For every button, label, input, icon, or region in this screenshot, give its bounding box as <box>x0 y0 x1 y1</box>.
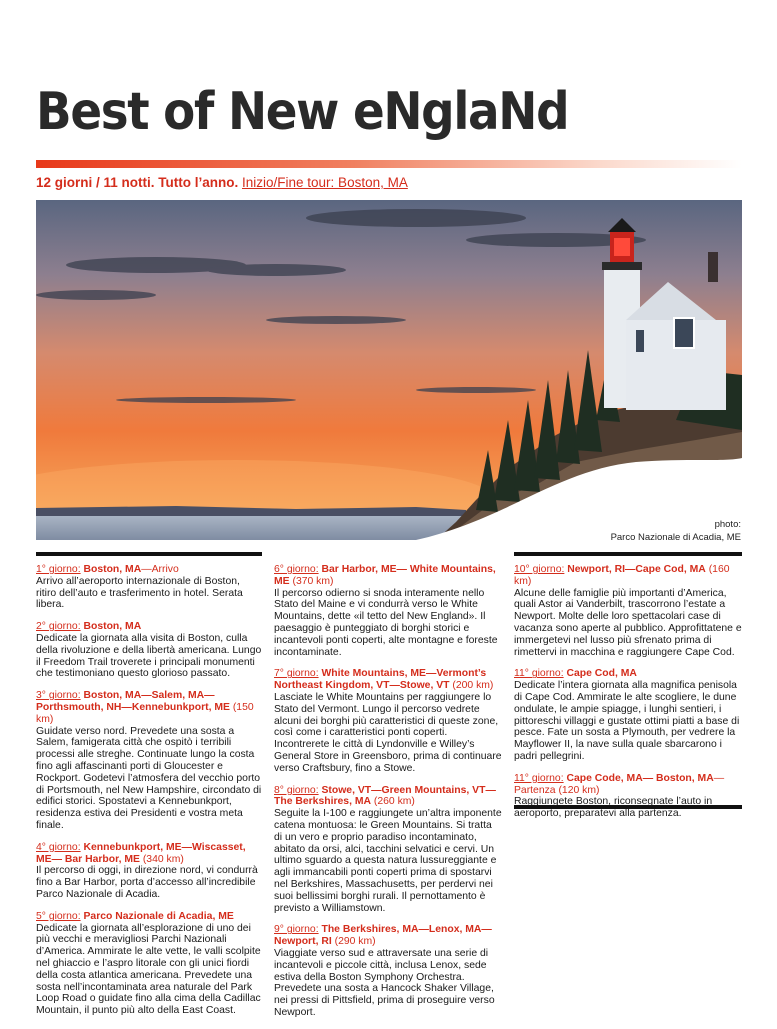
day-heading <box>36 842 262 866</box>
tour-duration: 12 giorni / 11 notti. Tutto l’anno. <box>36 175 239 190</box>
day-heading <box>514 564 742 588</box>
itinerary-day <box>36 690 262 832</box>
day-description: Raggiungete Boston, riconsegnate l’auto in aeroporto, preparatevi alla partenza. <box>514 796 713 820</box>
day-distance: (200 km) <box>449 680 494 692</box>
day-distance: —Arrivo <box>141 564 179 575</box>
day-heading <box>514 773 742 797</box>
day-number: 6° giorno: <box>274 564 319 575</box>
day-description: Alcune delle famiglie più importanti d’America, quali Astor ai Vanderbilt, trascorrono l’estate a Newport. Molte delle loro spettacolari case di vacanza sono aperte al pubblico. Approfittatene e immergetevi nel lusso più sfrenato prima di rimettervi in macchina e raggiungere Cape Cod. <box>514 587 742 658</box>
day-heading <box>36 621 262 633</box>
day-route: Stowe, VT—Green Mountains, VT— The Berkshires, MA <box>274 784 496 808</box>
day-route: Newport, RI—Cape Cod, MA <box>564 564 706 575</box>
day-number: 1° giorno: <box>36 564 81 575</box>
day-distance: (340 km) <box>139 853 184 865</box>
tour-summary <box>36 175 408 190</box>
day-distance: (370 km) <box>289 575 334 587</box>
day-number: 4° giorno: <box>36 841 81 853</box>
day-route: Parco Nazionale di Acadia, ME <box>80 910 234 922</box>
day-description: Dedicate l’intera giornata alla magnifica penisola di Cape Cod. Ammirate le alte scogliere, le dune ondulate, le ampie spiagge, i lunghi sentieri, i pittoreschi villaggi e gustate ottimi piatti a base di pesce. Fate un sosta a Plymouth, per vedrere la Mayflower II, la nave sulla quale sbarcarono i padri pellegrini. <box>514 680 740 762</box>
itinerary-column-3 <box>514 564 742 830</box>
itinerary-column-1 <box>36 564 262 1027</box>
day-distance: (150 km) <box>36 701 254 725</box>
day-heading <box>36 690 262 725</box>
day-route: Cape Cod, MA <box>563 668 637 680</box>
day-heading <box>514 668 742 680</box>
day-number: 5° giorno: <box>36 910 81 922</box>
day-description: Il percorso di oggi, in direzione nord, vi condurrà fino a Bar Harbor, porta d’accesso all’incredibile Parco Nazionale di Acadia. <box>36 865 258 900</box>
day-route: Kennebunkport, ME—Wiscasset, ME— Bar Harbor, ME <box>36 841 246 865</box>
day-route: White Mountains, ME—Vermont’s Northeast Kingdom, VT—Stowe, VT <box>274 668 487 692</box>
lighthouse-photo <box>36 200 742 540</box>
day-route: The Berkshires, MA—Lenox, MA— Newport, RI <box>274 924 492 948</box>
day-route: Boston, MA <box>80 564 142 575</box>
day-distance: (290 km) <box>331 936 376 948</box>
day-number: 8° giorno: <box>274 784 319 796</box>
day-description: Viaggiate verso sud e attraversate una serie di incantevoli e piccole città, inclusa Lenox, sede estiva della Boston Symphony Orchestra. Prevedete una sosta a Hancock Shaker Village, nei pressi di Pittsfield, prima di proseguire verso Newport. <box>274 947 495 1018</box>
day-heading <box>36 564 262 576</box>
day-distance: —Partenza (120 km) <box>514 772 725 796</box>
day-number: 7° giorno: <box>274 668 319 680</box>
column-rule-1 <box>36 552 262 556</box>
day-description: Arrivo all’aeroporto internazionale di Boston, ritiro dell’auto e trasferimento in hotel. Serata libera. <box>36 575 243 611</box>
day-number: 10° giorno: <box>514 564 565 575</box>
day-heading <box>274 668 502 692</box>
title-rule <box>36 160 742 168</box>
day-route: Boston, MA—Salem, MA— Porthsmouth, NH—Kennebunkport, ME <box>36 690 230 713</box>
day-heading <box>274 564 502 588</box>
itinerary-day <box>274 668 502 774</box>
itinerary-day <box>36 621 262 680</box>
day-description: Dedicate la giornata all’esplorazione di uno dei più vecchi e meravigliosi Parchi Nazionali d’America. Ammirate le alte vette, le valli scolpite nel ghiaccio e l’aspro litorale con gli unici fiordi della costa atlantica americana. Prevedete una sosta nell’incontaminata area naturale del Park Loop Road o guidate fino alla cima della Cadillac Mountain, il punto più alto della East Coast. <box>36 922 261 1017</box>
photo-credit-label: photo: <box>714 519 741 530</box>
day-description: Lasciate le White Mountains per raggiungere lo Stato del Vermont. Lungo il percorso vedrete alcuni dei borghi più caratteristici di queste zone, così come i caratteristici ponti coperti. Incontrerete le città di Lyndonville e Willey’s General Store in Greensboro, prima di continuare verso Craftsbury, fino a Stowe. <box>274 691 502 774</box>
day-route: Cape Code, MA— Boston, MA <box>563 772 714 784</box>
day-number: 11° giorno: <box>514 772 564 784</box>
day-description: Seguite la I-100 e raggiungete un’altra imponente catena montuosa: le Green Mountains. Si tratta di un vero e proprio paradiso incontaminato, abitato da orsi, alci, tacchini selvatici e cervi. Un ultimo sguardo a questa natura lussureggiante e agli immancabili ponti coperti prima di spostarvi nel Berkshires, Massachusetts, per perdervi nei suoi bellissimi borghi rurali. Il pernottamento è previsto a Williamstown. <box>274 808 502 914</box>
day-route: Bar Harbor, ME— White Mountains, ME <box>274 564 496 587</box>
photo-credit-place: Parco Nazionale di Acadia, ME <box>610 532 741 543</box>
day-description: Il percorso odierno si snoda interamente nello Stato del Maine e vi condurrà verso le White Mountains, dette «il tetto del New England». Il paesaggio è punteggiato di borghi storici e incantevoli ponti coperti, alte montagne e foreste incontaminate. <box>274 587 498 658</box>
itinerary-day <box>514 773 742 820</box>
day-heading <box>274 924 502 948</box>
tour-route-link[interactable]: Inizio/Fine tour: Boston, MA <box>242 175 408 190</box>
column-rule-3 <box>514 552 742 556</box>
itinerary-day <box>514 668 742 762</box>
day-distance: (160 km) <box>514 564 730 587</box>
photo-credit <box>611 518 741 544</box>
itinerary-day <box>36 564 262 611</box>
day-heading <box>274 785 502 809</box>
itinerary-day <box>274 564 502 658</box>
itinerary-column-2 <box>274 564 502 1029</box>
day-number: 11° giorno: <box>514 668 564 680</box>
itinerary-day <box>274 924 502 1018</box>
page-title: Best of New eNglaNd <box>36 82 569 142</box>
day-description: Dedicate la giornata alla visita di Boston, culla della rivoluzione e della libertà americana. Lungo il Freedom Trail troverete i principali monumenti che testimoniano questo glorioso passato. <box>36 632 262 680</box>
day-distance: (260 km) <box>371 796 415 808</box>
itinerary-day <box>36 842 262 901</box>
itinerary-day <box>274 785 502 915</box>
itinerary-day <box>514 564 742 658</box>
day-heading <box>36 911 262 923</box>
day-number: 9° giorno: <box>274 924 319 936</box>
day-route: Boston, MA <box>80 621 142 633</box>
day-number: 3° giorno: <box>36 690 81 702</box>
itinerary-day <box>36 911 262 1017</box>
day-number: 2° giorno: <box>36 621 81 633</box>
day-description: Guidate verso nord. Prevedete una sosta a Salem, famigerata città che ospitò i terribili processi alle streghe. Continuate lungo la costa fino agli affascinanti porti di Gloucester e Rockport. Godetevi l’atmosfera del vecchio porto di Portsmouth, nel New Hampshire, circondato di edifici storici. Spostatevi a Kennebunkport, residenza estiva dei Presidenti e vostra meta finale. <box>36 725 262 831</box>
